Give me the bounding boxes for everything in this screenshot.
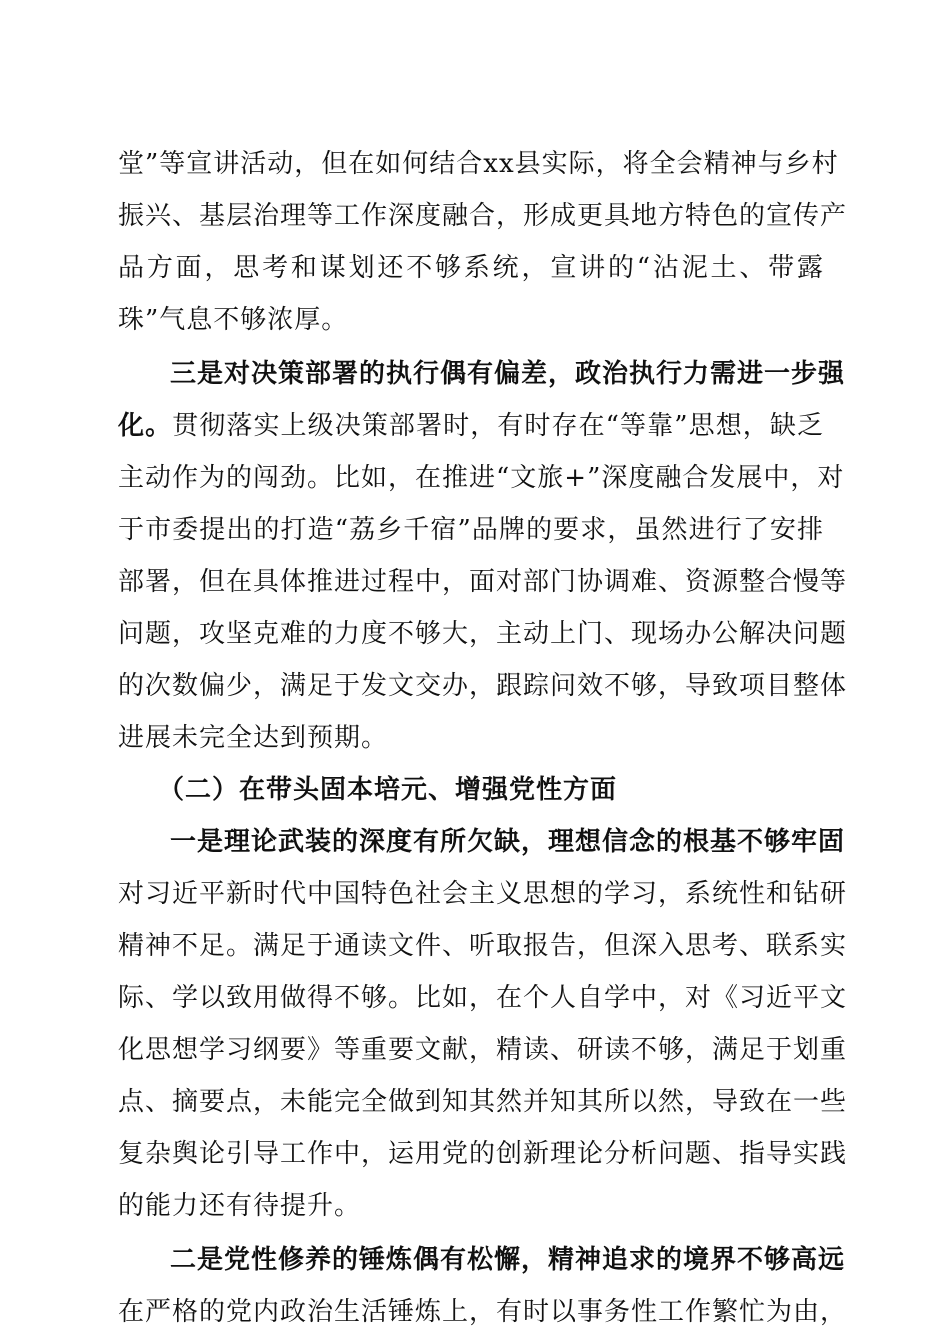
paragraph-heading: 三是对决策部署的执行偶有偏差，政治执行力需进一步强 (170, 359, 846, 389)
text-line: 珠”气息不够浓厚。 (118, 305, 349, 335)
text-line: 进展未完全达到预期。 (118, 723, 389, 753)
text-line: 化思想学习纲要》等重要文献，精读、研读不够，满足于划重 (118, 1035, 848, 1065)
text-line: 问题，攻坚克难的力度不够大，主动上门、现场办公解决问题 (118, 619, 848, 649)
text-line: 堂”等宣讲活动，但在如何结合xx县实际，将全会精神与乡村 (118, 149, 839, 179)
paragraph-heading: 二是党性修养的锤炼偶有松懈，精神追求的境界不够高远 (170, 1245, 846, 1275)
text-line: 振兴、基层治理等工作深度融合，形成更具地方特色的宣传产 (118, 201, 848, 231)
paragraph-heading: 一是理论武装的深度有所欠缺，理想信念的根基不够牢固 (170, 827, 846, 857)
text-line: 的次数偏少，满足于发文交办，跟踪问效不够，导致项目整体 (118, 671, 848, 701)
text-line: 复杂舆论引导工作中，运用党的创新理论分析问题、指导实践 (118, 1139, 848, 1169)
section-title: （二）在带头固本培元、增强党性方面 (158, 775, 618, 805)
paragraph-propaganda (118, 138, 848, 346)
text-line: 点、摘要点，未能完全做到知其然并知其所以然，导致在一些 (118, 1087, 848, 1117)
paragraph-execution (118, 348, 848, 764)
text-segment: 贯彻落实上级决策部署时，有时存在“等靠”思想，缺乏 (172, 411, 824, 441)
section-title-block (118, 764, 824, 816)
paragraph-theory (118, 816, 848, 1232)
text-line: 部署，但在具体推进过程中，面对部门协调难、资源整合慢等 (118, 567, 848, 597)
text-line: 于市委提出的打造“荔乡千宿”品牌的要求，虽然进行了安排 (118, 515, 824, 545)
text-line: 主动作为的闯劲。比如，在推进“文旅+”深度融合发展中，对 (118, 463, 845, 493)
text-line: 的能力还有待提升。 (118, 1191, 362, 1221)
document-page (118, 138, 848, 1338)
text-line-mixed (118, 400, 824, 452)
heading-continuation: 化。 (118, 411, 173, 441)
paragraph-party-spirit (118, 1234, 848, 1338)
text-line: 品方面，思考和谋划还不够系统，宣讲的“沾泥土、带露 (118, 253, 824, 283)
text-line: 在严格的党内政治生活锤炼上，有时以事务性工作繁忙为由， (118, 1297, 848, 1327)
text-line: 际、学以致用做得不够。比如，在个人自学中，对《习近平文 (118, 983, 848, 1013)
text-line: 精神不足。满足于通读文件、听取报告，但深入思考、联系实 (118, 931, 848, 961)
text-line: 对习近平新时代中国特色社会主义思想的学习，系统性和钻研 (118, 879, 848, 909)
